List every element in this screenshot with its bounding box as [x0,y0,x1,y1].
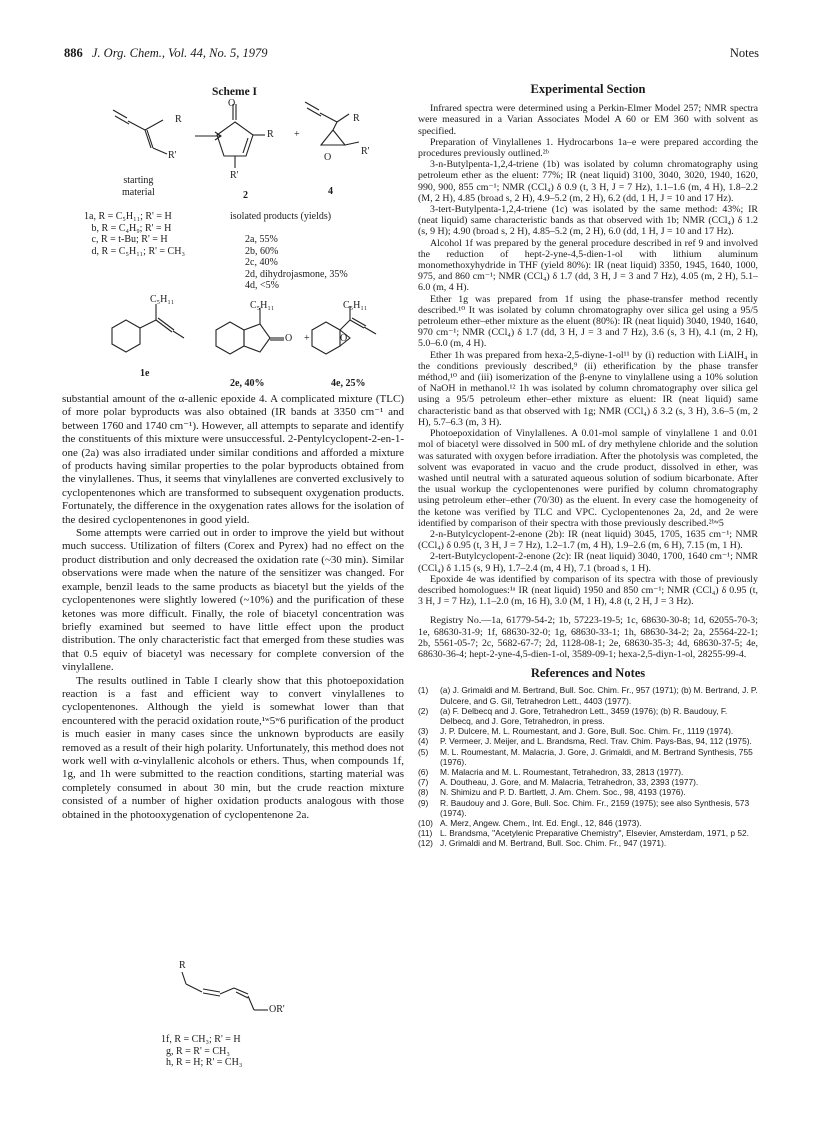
group-R-1: R [175,114,182,125]
left-paragraph-3: The results outlined in Table I clearly show that this photoepoxidation reaction is a fast and efficient way to convert vinylallenes to cyclopentenones. Although the yield is somewhat lower than that encountered with the peracid oxidation route,¹ʷ5ʷ6 purification of the product is much easier in many cases since the unknown byproducts are easily removed as a result of their high polarity. Unfortunately, this method does not work well with α-vinylallenic alcohols or ethers. Thus, when compounds 1f, 1g, and 1h were submitted to the reaction conditions, starting material was completely consumed in about 30 min, but the crude reaction mixture consisted of a number of higher oxidation products analogous with those obtained in the photooxygenation of cyclopentenone 2a. [62,674,404,821]
group-Rprime-1: R' [168,150,177,161]
label-4: 4 [328,186,333,197]
reference-item: (3) J. P. Dulcere, M. L. Roumestant, and J. Gore, Bull. Soc. Chim. Fr., 1119 (1974). [418,726,734,737]
label-1e: 1e [140,368,150,379]
isolated-products-list: 2a, 55% 2b, 60% 2c, 40% 2d, dihydrojasmone, 35% 4d, <5% [245,234,348,291]
reference-item: (8) N. Shimizu and P. D. Bartlett, J. Am. Chem. Soc., 98, 4193 (1976). [418,787,686,798]
group-R-4: R [353,113,360,124]
left-column-body [62,393,404,822]
label-2: 2 [243,190,248,201]
exp-paragraph-3: 3-n-Butylpenta-1,2,4-triene (1b) was isolated by column chromatography using petroleum ether as the eluent: 77%; IR (neat liquid) 3100, 3040, 3020, 1940, 1620, 990, 900, 855 cm⁻¹; NMR (CCl₄) δ 0.9 (t, 3 H, J = 7 Hz), 1.1–1.6 (m, 4 H), 1.8–2.2 (M, 2 H), 4.85 (broad s, 2 H), 4.9–5.2 (m, 2 H), 6.2 (dd, 1 H, J = 10 and 17 Hz). [418,159,758,204]
c5h11-2e: C₅H₁₁ [250,300,275,311]
page-number: 886 [64,46,83,60]
exp-paragraph-7: Ether 1h was prepared from hexa-2,5-diyne-1-ol¹¹ by (i) reduction with LiAlH₄ in the conditions previously described,⁹ (ii) etherification by the phase transfer méthod,¹⁰ and (iii) isomerization of the β-enyne to vinylallene using a 10% solution of NaOH in methanol.¹² 1h was isolated by column chromatography over silica gel using a 95/5 petroleum ether–ether mixture as eluent: IR (neat liquid) same characteristic band as that observed with 1g; NMR (CCl₄) δ 3.2 (s, 3 H), 3.6–5 (m, 2 H), 5.7–6.3 (m, 3 H). [418,349,758,428]
group-Rprime-4: R' [361,146,370,157]
exp-paragraph-6: Ether 1g was prepared from 1f using the phase-transfer method recently described.¹⁰ It was isolated by column chromatography over silica gel using a 95/5 petroleum ether–ether mixture as the eluent (80%): IR (neat liquid) 3040, 1940, 1640, 970 cm⁻¹; NMR (CCl₄) δ 1.7 (dd, 3 H, J = 3 and 7 Hz), 3.6 (s, 3 H), 4.1 (m, 2 H), 5.0–6.0 (m, 4 H). [418,293,758,350]
bottom-group-ORprime: OR' [269,1004,285,1015]
group-R-2: R [267,129,274,140]
compound-list-1: 1a, R = C₅H₁₁; R' = H b, R = C₄H₉; R' = H c, R = t-Bu; R' = H d, R = C₅H₁₁; R' = CH₃ [84,211,185,257]
running-header [64,46,267,61]
section-label: Notes [729,46,759,60]
journal-citation: J. Org. Chem., Vol. 44, No. 5, 1979 [91,46,268,60]
reference-item: (5) M. L. Roumestant, M. Malacria, J. Gore, J. Grimaldi, and M. Bertrand Synthesis, 755 (1976). [418,746,753,767]
plus-sign-2: + [304,333,310,344]
scheme-bottom-structure [172,968,302,1028]
group-Rprime-2: R' [230,170,239,181]
isolated-products-header: isolated products (yields) [230,211,332,222]
reference-item: (9) R. Baudouy and J. Gore, Bull. Soc. Chim. Fr., 2159 (1975); see also Synthesis, 573 (1974). [418,797,750,818]
right-column-body [418,84,758,849]
atom-O-2: O [228,98,236,109]
starting-material-label: starting material [122,175,155,198]
compound-list-1fgh: 1f, R = CH₃; R' = H g, R = R' = CH₃ h, R = H; R' = CH₃ [161,1034,243,1068]
c5h11-4e: C₅H₁₁ [343,300,368,311]
reference-item: (10) A. Merz, Angew. Chem., Int. Ed. Engl., 12, 846 (1973). [418,818,642,828]
reference-item: (4) P. Vermeer, J. Meijer, and L. Brandsma, Recl. Trav. Chim. Pays-Bas, 94, 112 (1975). [418,736,752,747]
reference-item: (1) (a) J. Grimaldi and M. Bertrand, Bull. Soc. Chim. Fr., 957 (1971); (b) M. Bertrand, J. P. Dulcere, and G. Gil, Tetrahedron Lett., 4403 (1977). [418,685,758,706]
scheme-title: Scheme I [212,86,258,98]
exp-paragraph-5: Alcohol 1f was prepared by the general procedure described in ref 9 and involved the reduction of hept-2-yne-4,5-dien-1-ol with lithium aluminum monomethoxyhydride in THF (yield 80%): IR (neat liquid) 3350, 1945, 1640, 1000, 975, and 860 cm⁻¹; NMR (CCl₄) δ 1.7 (dd, 3 H, J = 3 and 7 Hz), 4.05 (m, 2 H), 5.1–6.0 (m, 4 H). [418,237,758,294]
label-2e: 2e, 40% [230,378,265,389]
atom-O-2e: O [285,333,293,344]
exp-paragraph-11: Epoxide 4e was identified by comparison of its spectra with those of previously described homologues:¹ᵃ IR (neat liquid) 1950 and 850 cm⁻¹; NMR (CCl₄) δ 0.95 (t, 3 H, J = 7 Hz), 1.1–2.0 (m, 16 H), 3.0 (M, 1 H), 4.8 (t, 2 H, J = 3 Hz). [418,573,758,608]
registry-numbers: Registry No.—1a, 61779-54-2; 1b, 57223-19-5; 1c, 68630-30-8; 1d, 62055-70-3; 1e, 68630-31-9; 1f, 68630-32-0; 1g, 68630-33-1; 1h, 68630-34-2; 2a, 25564-22-1; 2b, 5561-05-7; 2c, 5682-67-7; 2d, 1128-08-1; 2e, 68630-35-3; 4d, 68630-37-5; 4e, 68630-36-4; hept-2-yne-4,5-dien-1-ol, 3589-09-1; hexa-2,5-diyn-1-ol, 28255-99-4. [418,615,758,660]
atom-O-4: O [324,152,332,163]
atom-O-4e: O [340,333,348,344]
exp-paragraph-8: Photoepoxidation of Vinylallenes. A 0.01-mol sample of vinylallene 1 and 0.01 mol of biacetyl were dissolved in 500 mL of dry methylene chloride and the solution was saturated with oxygen before irradiation. After the photolysis was completed, the solvent was evaporated in vacuo and the crude product, dissolved in ether, was washed until neutral with a saturated aqueous solution of sodium bicarbonate. After the usual workup the cyclopentenones were purified by column chromatography using petroleum ether–ether (70/30) as the eluent. In every case the homogeneity of the ketone was verified by TLC and VPC. Cyclopentenones 2a, 2d, and 2e were identified by comparison of their spectra with those previously described.²ᵇʷ5 [418,428,758,529]
left-paragraph-2: Some attempts were carried out in order to improve the yield but without much success. Utilization of filters (Corex and Pyrex) had no effect on the product distribution and only decreased the oxidation rate (~30 min). Similar observations were made when the nature of the sensitizer was changed. For example, benzil leads to the same products as biacetyl but the yields of the cyclopentenones were slightly lowered (~10%) and the purification of these ketones was more difficult. Finally, the role of biacetyl concentration was briefly examined but seemed to have little effect upon the product distribution. The only characteristic fact that emerged from these studies was that 0.5 equiv of biacetyl was necessary for complete conversion of the vinylallene. [62,527,404,674]
label-4e: 4e, 25% [331,378,366,389]
c5h11-1e: C₅H₁₁ [150,294,175,305]
bottom-group-R: R [179,960,186,971]
references-title: References and Notes [530,666,646,681]
experimental-section-title: Experimental Section [530,82,646,96]
exp-paragraph-1: Infrared spectra were determined using a Perkin-Elmer Model 257; NMR spectra were measured in a Varian Associates Model A 60 or EM 360 with solvent as specified. [418,103,758,137]
reference-item: (7) A. Doutheau, J. Gore, and M. Malacria, Tetrahedron, 33, 2393 (1977). [418,777,699,788]
exp-paragraph-4: 3-tert-Butylpenta-1,2,4-triene (1c) was isolated by the same method: 43%; IR (neat liquid) same characteristic bands as that observed with 1b; NMR (CCl₄) δ 1.2 (s, 9 H); 4.90 (broad s, 2 H), 4.85–5.2 (m, 2 H), 6.0 (dd, 1 H, J = 10 and 17 Hz). [418,204,758,238]
reference-item: (11) L. Brandsma, "Acetylenic Preparative Chemistry", Elsevier, Amsterdam, 1971, p 52. [418,828,749,839]
reference-item: (2) (a) F. Delbecq and J. Gore, Tetrahedron Lett., 3459 (1976); (b) R. Baudouy, F. Delbecq, and J. Gore, Tetrahedron, in press. [418,705,728,726]
references-list [418,685,758,848]
reference-item: (12) J. Grimaldi and M. Bertrand, Bull. Soc. Chim. Fr., 947 (1971). [418,838,667,849]
exp-paragraph-10: 2-tert-Butylcyclopent-2-enone (2c): IR (neat liquid) 3040, 1700, 1640 cm⁻¹; NMR (CCl₄) δ 1.15 (s, 9 H), 1.7–2.4 (m, 4 H), 7.1 (broad s, 1 H). [418,551,758,574]
left-paragraph-1: substantial amount of the α-allenic epoxide 4. A complicated mixture (TLC) of more polar byproducts was also obtained (IR bands at 3350 cm⁻¹ and between 1760 and 1740 cm⁻¹). However, all attempts to separate and identify the constituents of this mixture were unsuccessful. 2-Pentylcyclopent-2-en-1-one (2a) was also irradiated under similar conditions and afforded a mixture of products having similar properties to the polar byproducts obtained from the vinylallenes. Thus, it seems that vinylallenes are converted exclusively to cyclopentenones which are transformed to subsequent oxygenation products. Fortunately, the difference in the oxygenation rates allows for the isolation of the desired cyclopentenones in good yield. [62,393,404,526]
exp-paragraph-9: 2-n-Butylcyclopent-2-enone (2b): IR (neat liquid) 3045, 1705, 1635 cm⁻¹; NMR (CCl₄) δ 0.95 (t, 3 H, J = 7 Hz), 1.2–1.7 (m, 4 H), 1.9–2.6 (m, 6 H), 7.15 (m, 1 H). [418,528,758,552]
reference-item: (6) M. Malacria and M. L. Roumestant, Tetrahedron, 33, 2813 (1977). [418,766,684,777]
exp-paragraph-2: Preparation of Vinylallenes 1. Hydrocarbons 1a–e were prepared according the procedures previously outlined.²ᵇ [418,136,758,160]
plus-sign: + [294,129,300,140]
